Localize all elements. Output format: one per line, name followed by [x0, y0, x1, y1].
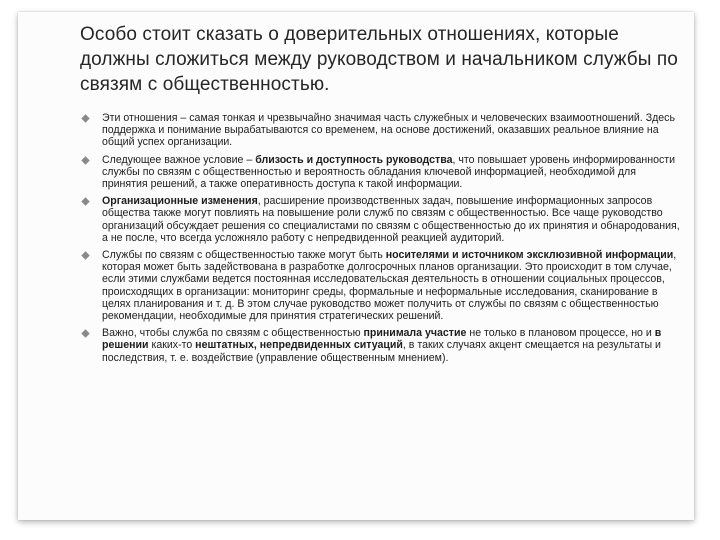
bullet-marker-icon: [81, 156, 89, 164]
bullet-marker-icon: [81, 251, 89, 259]
bullet-5-text-d: , в таких случаях акцент смещается на результаты и последствия, т. е. воздействие (управление общественным мнением).: [102, 339, 661, 364]
bullet-5-text-a: Важно, чтобы служба по связям с общественностью: [102, 327, 364, 340]
bullet-5-emphasis-b: в решении: [102, 327, 662, 352]
bullet-item-5: [80, 327, 680, 364]
slide-title: Особо стоит сказать о доверительных отношениях, которые должны сложиться между руководством и начальником службы по связям с общественностью.: [80, 24, 678, 95]
bullet-4-text-a: Службы по связям с общественностью также могут быть: [102, 249, 386, 262]
bullet-item-3: [80, 195, 680, 244]
bullet-5-text-c: каких-то: [148, 339, 196, 352]
bullet-4-emphasis: носителями и источником эксклюзивной информации: [385, 249, 674, 262]
bullet-marker-icon: [81, 330, 89, 338]
bullet-1-text: Эти отношения – самая тонкая и чрезвычайно значимая часть служебных и человеческих взаимоотношений. Здесь поддержка и понимание вырабатываются со временем, на основе достижений, оказавших реальное влияние на общий успех организации.: [102, 112, 675, 149]
bullet-3-emphasis: Организационные изменения: [102, 195, 258, 208]
bullet-2-text-a: Следующее важное условие –: [102, 153, 256, 166]
bullet-2-text-b: , что повышает уровень информированности службы по связям с общественностью и вероятность обладания ключевой информацией, необходимой для принятия решений, а также оперативность доступа к такой информации.: [102, 153, 676, 191]
bullet-5-emphasis-a: принимала участие: [363, 327, 467, 340]
bullet-2-emphasis: близость и доступность руководства: [255, 153, 453, 166]
bullet-marker-icon: [81, 198, 89, 206]
bullet-item-2: [80, 154, 680, 191]
bullet-list: [80, 112, 680, 369]
bullet-item-4: [80, 249, 680, 322]
bullet-marker-icon: [81, 114, 89, 122]
bullet-5-emphasis-c: нештатных, непредвиденных ситуаций: [195, 339, 403, 352]
bullet-3-text: , расширение производственных задач, повышение информационных запросов общества также могут повлиять на повышение роли служб по связям с общественностью. Все чаще руководство организаций обсуждает решения со специалистами по связям с общественностью до их принятия и обнародования, а не после, что всегда усложняло работу с непредвиденной реакцией аудиторий.: [102, 195, 680, 244]
bullet-5-text-b: не только в плановом процессе, но и: [466, 327, 655, 340]
bullet-4-text-b: , которая может быть задействована в разработке долгосрочных планов организации. Это происходит в том случае, если этими службами ведется постоянная исследовательская деятельность в отношении социальных процессов, происходящих в организации: мониторинг среды, формальные и неформальные исследования, сканирование в целях планирования и т. д. В этом случае руководство может получить от службы по связям с общественностью рекомендации, необходимые для принятия стратегических решений.: [102, 249, 677, 323]
bullet-item-1: [80, 112, 680, 149]
